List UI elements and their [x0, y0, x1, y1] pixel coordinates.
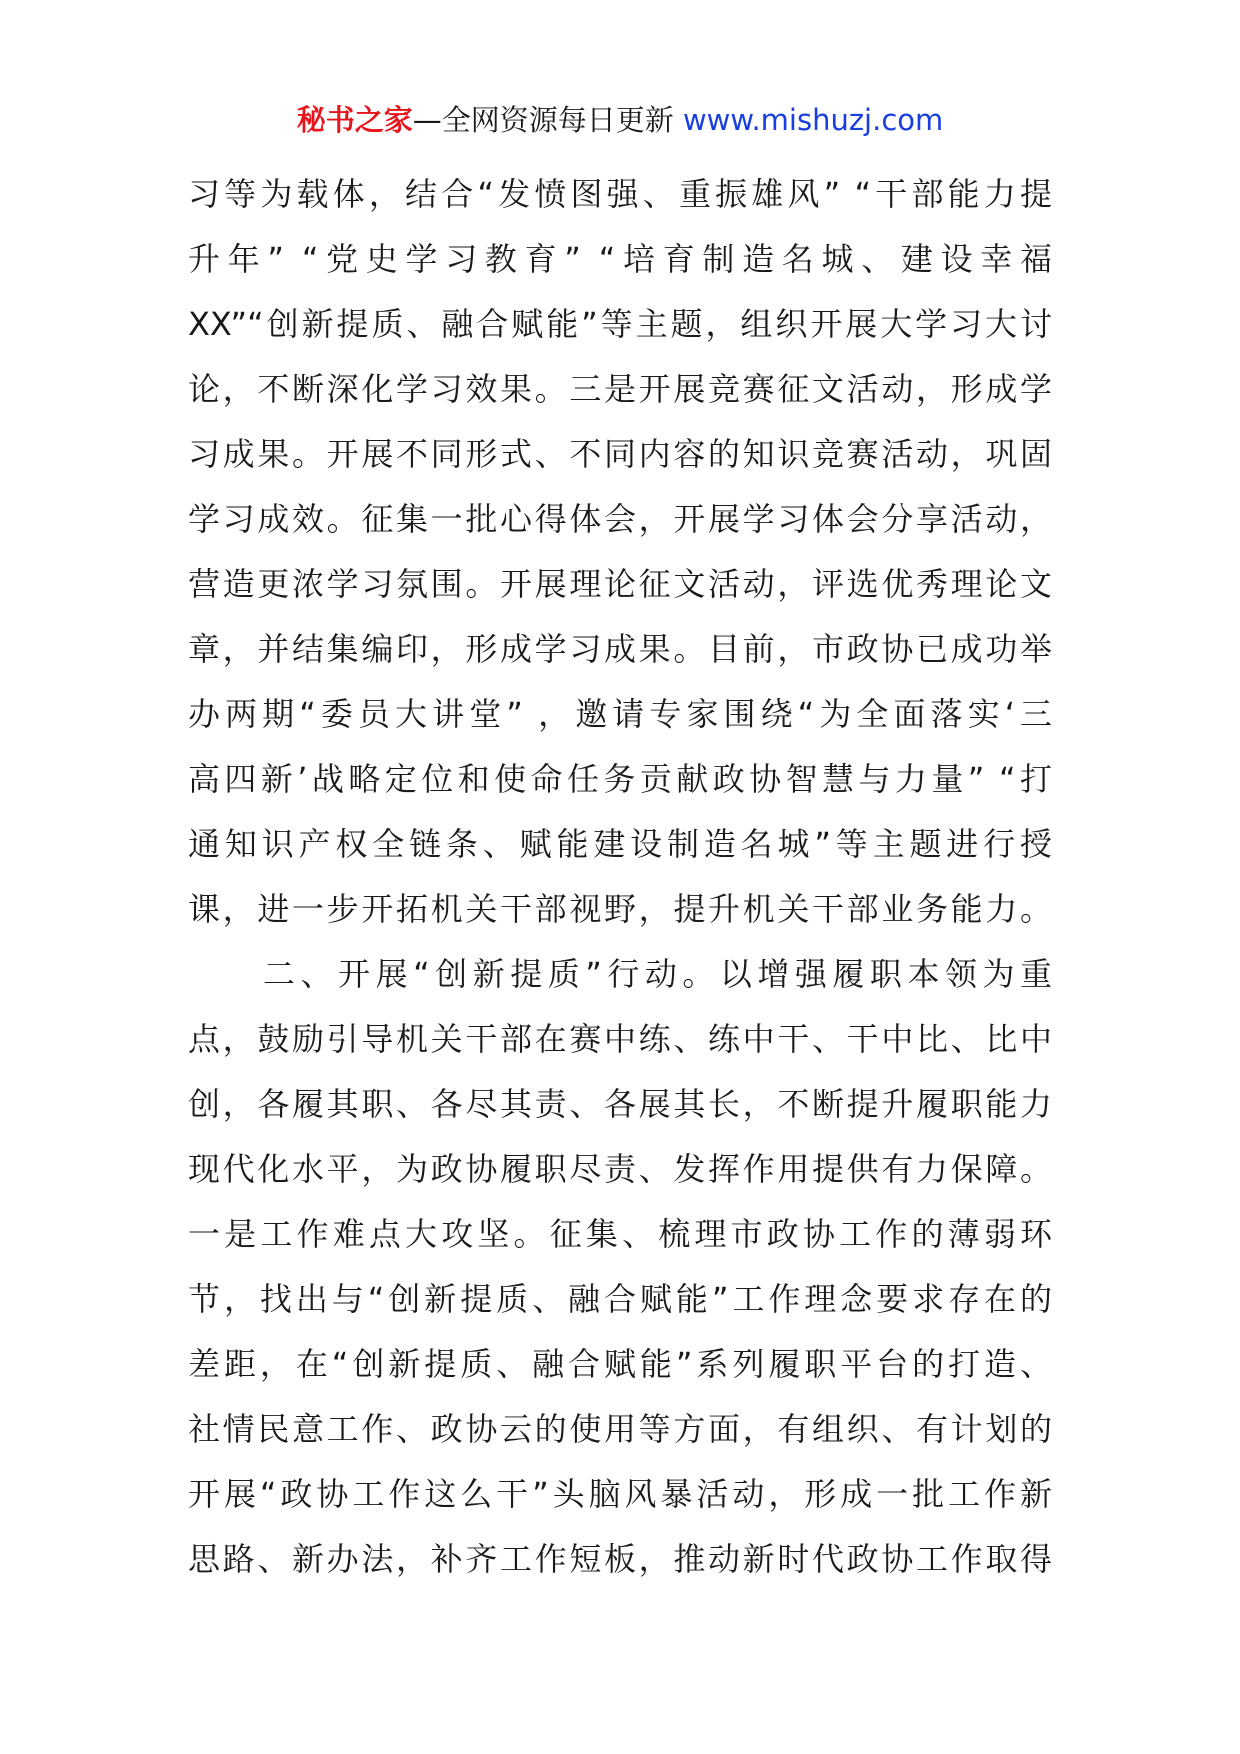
brand-name: 秘书之家 — [296, 103, 413, 137]
text-line: 开展“政协工作这么干”头脑风暴活动，形成一批工作新 — [188, 1475, 1052, 1513]
text-line: 营造更浓学习氛围。开展理论征文活动，评选优秀理论文 — [188, 565, 1052, 603]
section-heading-line: 二、开展“创新提质”行动。以增强履职本领为重 — [188, 955, 1052, 993]
website-link[interactable]: www.mishuzj.com — [682, 103, 944, 137]
text-line: 节，找出与“创新提质、融合赋能”工作理念要求存在的 — [188, 1280, 1052, 1318]
text-line: 通知识产权全链条、赋能建设制造名城”等主题进行授 — [188, 825, 1052, 863]
text-line: 习成果。开展不同形式、不同内容的知识竞赛活动，巩固 — [188, 435, 1052, 473]
text-line: 差距，在“创新提质、融合赋能”系列履职平台的打造、 — [188, 1345, 1052, 1383]
text-line: 章，并结集编印，形成学习成果。目前，市政协已成功举 — [188, 630, 1052, 668]
header-tagline: —全网资源每日更新 — [412, 103, 683, 137]
text-line: 点，鼓励引导机关干部在赛中练、练中干、干中比、比中 — [188, 1020, 1052, 1058]
text-line: 论，不断深化学习效果。三是开展竞赛征文活动，形成学 — [188, 370, 1052, 408]
page-header — [0, 100, 1240, 140]
text-line: 习等为载体，结合“发愤图强、重振雄风” “干部能力提 — [188, 175, 1052, 213]
text-line: 学习成效。征集一批心得体会，开展学习体会分享活动， — [188, 500, 1052, 538]
text-line: 社情民意工作、政协云的使用等方面，有组织、有计划的 — [188, 1410, 1052, 1448]
text-line: 现代化水平，为政协履职尽责、发挥作用提供有力保障。 — [188, 1150, 1052, 1188]
text-line: 课，进一步开拓机关干部视野，提升机关干部业务能力。 — [188, 890, 1052, 928]
text-line: 创，各履其职、各尽其责、各展其长，不断提升履职能力 — [188, 1085, 1052, 1123]
text-line: 升年” “党史学习教育” “培育制造名城、建设幸福 — [188, 240, 1052, 278]
text-line: 思路、新办法，补齐工作短板，推动新时代政协工作取得 — [188, 1540, 1052, 1578]
document-body — [188, 162, 1052, 1592]
text-line: 一是工作难点大攻坚。征集、梳理市政协工作的薄弱环 — [188, 1215, 1052, 1253]
text-line: 办两期“委员大讲堂” ，邀请专家围绕“为全面落实‘三 — [188, 695, 1052, 733]
text-line: XX”“创新提质、融合赋能”等主题，组织开展大学习大讨 — [188, 305, 1052, 343]
text-line: 高四新’战略定位和使命任务贡献政协智慧与力量” “打 — [188, 760, 1052, 798]
